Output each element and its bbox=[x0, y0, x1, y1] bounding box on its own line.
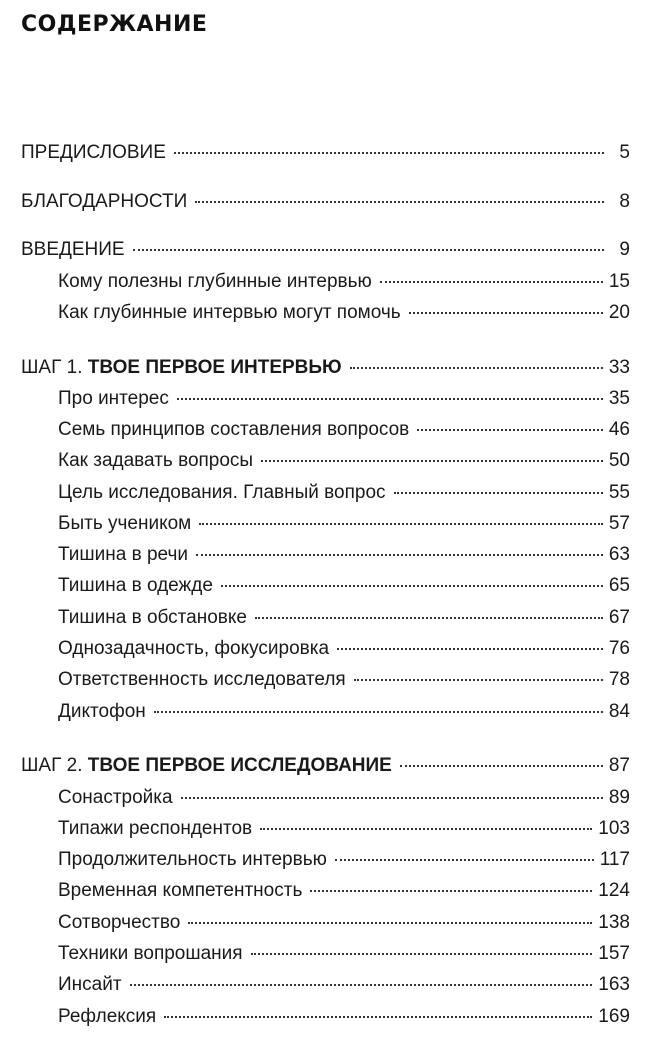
dot-leader bbox=[255, 617, 603, 619]
toc-section bbox=[0, 446, 630, 476]
toc-entry-prefix: Временная компетентность bbox=[58, 880, 303, 901]
dot-leader bbox=[260, 828, 592, 830]
toc-entry-prefix: Семь принципов составления вопросов bbox=[58, 419, 410, 440]
dot-leader bbox=[335, 859, 594, 861]
toc-page-number: 76 bbox=[608, 638, 630, 659]
toc-entry-title bbox=[58, 939, 243, 969]
dot-leader bbox=[133, 249, 604, 251]
dot-leader bbox=[181, 797, 603, 799]
toc-entry-title bbox=[58, 415, 409, 445]
toc-entry-title bbox=[21, 353, 342, 383]
toc-page-number: 9 bbox=[619, 239, 630, 260]
toc-entry-title bbox=[58, 634, 329, 664]
toc-entry-title bbox=[58, 845, 327, 875]
toc-entry-prefix: Тишина в одежде bbox=[58, 575, 213, 596]
toc-entry-prefix: Однозадачность, фокусировка bbox=[58, 638, 330, 659]
toc-entry-title bbox=[58, 814, 252, 844]
toc-entry-title bbox=[58, 697, 146, 727]
toc-page-number: 5 bbox=[619, 142, 630, 163]
toc-entry-prefix: Про интерес bbox=[58, 388, 169, 409]
toc-entry-title bbox=[21, 138, 166, 168]
toc-section bbox=[0, 970, 630, 1000]
toc-section bbox=[0, 697, 630, 727]
toc-chapter bbox=[0, 138, 630, 168]
toc-entry-prefix: Продолжительность интервью bbox=[58, 849, 327, 870]
toc-entry-prefix: ПРЕДИСЛОВИЕ bbox=[21, 142, 166, 163]
toc-entry-prefix: ШАГ 1. bbox=[21, 357, 88, 378]
dot-leader bbox=[154, 711, 603, 713]
dot-leader bbox=[261, 460, 603, 462]
toc-entry-bold-title: ТВОЕ ПЕРВОЕ ИНТЕРВЬЮ bbox=[87, 357, 342, 378]
toc-entry-prefix: БЛАГОДАРНОСТИ bbox=[21, 191, 188, 212]
toc-entry-prefix: Типажи респондентов bbox=[58, 818, 253, 839]
toc-section bbox=[0, 814, 630, 844]
toc-section bbox=[0, 298, 630, 328]
dot-leader bbox=[409, 312, 603, 314]
toc-section bbox=[0, 509, 630, 539]
dot-leader bbox=[417, 429, 603, 431]
toc-entry-bold-title: ТВОЕ ПЕРВОЕ ИССЛЕДОВАНИЕ bbox=[87, 755, 392, 776]
toc-entry-title bbox=[58, 876, 302, 906]
toc-entry-title bbox=[58, 478, 386, 508]
toc-section bbox=[0, 876, 630, 906]
toc-entry-prefix: Как глубинные интервью могут помочь bbox=[58, 302, 401, 323]
toc-entry-prefix: Цель исследования. Главный вопрос bbox=[58, 482, 386, 503]
toc-entry-title bbox=[58, 267, 372, 297]
dot-leader bbox=[199, 523, 603, 525]
toc-section bbox=[0, 665, 630, 695]
toc-page-number: 169 bbox=[598, 1006, 630, 1027]
toc-page-number: 163 bbox=[598, 974, 630, 995]
toc-page-number: 78 bbox=[608, 669, 630, 690]
toc-section bbox=[0, 384, 630, 414]
toc-entry-title bbox=[58, 446, 253, 476]
toc-section bbox=[0, 478, 630, 508]
dot-leader bbox=[164, 1016, 592, 1018]
dot-leader bbox=[130, 984, 593, 986]
toc-chapter bbox=[0, 751, 630, 781]
dot-leader bbox=[177, 398, 603, 400]
dot-leader bbox=[394, 492, 603, 494]
toc-entry-title bbox=[58, 1002, 156, 1032]
toc-entry-prefix: Сотворчество bbox=[58, 912, 181, 933]
toc-page-number: 63 bbox=[608, 544, 630, 565]
toc-entry-prefix: Рефлексия bbox=[58, 1006, 157, 1027]
toc-page-number: 33 bbox=[608, 357, 630, 378]
dot-leader bbox=[350, 367, 603, 369]
toc-entry-title bbox=[58, 908, 180, 938]
dot-leader bbox=[221, 585, 603, 587]
toc-page-number: 35 bbox=[608, 388, 630, 409]
toc-section bbox=[0, 845, 630, 875]
toc-page-number: 117 bbox=[599, 849, 630, 870]
toc-entry-title bbox=[58, 783, 173, 813]
toc-page-number: 89 bbox=[608, 787, 630, 808]
toc-page-number: 8 bbox=[619, 191, 630, 212]
dot-leader bbox=[188, 922, 592, 924]
toc-section bbox=[0, 603, 630, 633]
toc-section bbox=[0, 939, 630, 969]
toc-section bbox=[0, 908, 630, 938]
toc-page-number: 157 bbox=[598, 943, 630, 964]
dot-leader bbox=[196, 554, 603, 556]
toc-entry-prefix: ВВЕДЕНИЕ bbox=[21, 239, 125, 260]
dot-leader bbox=[400, 765, 603, 767]
toc-entry-prefix: Диктофон bbox=[58, 701, 146, 722]
page-title: СОДЕРЖАНИЕ bbox=[21, 12, 208, 37]
toc-entry-title bbox=[58, 509, 191, 539]
toc-entry-prefix: Тишина в речи bbox=[58, 544, 188, 565]
toc-entry-title bbox=[21, 235, 125, 265]
toc-entry-title bbox=[58, 384, 169, 414]
toc-section bbox=[0, 783, 630, 813]
toc-entry-title bbox=[58, 540, 188, 570]
dot-leader bbox=[380, 281, 603, 283]
dot-leader bbox=[354, 679, 603, 681]
toc-entry-title bbox=[58, 298, 401, 328]
toc-section bbox=[0, 571, 630, 601]
toc-page-number: 103 bbox=[598, 818, 630, 839]
toc-entry-title bbox=[58, 603, 247, 633]
toc-page-number: 84 bbox=[608, 701, 630, 722]
dot-leader bbox=[310, 890, 592, 892]
toc-page-number: 57 bbox=[608, 513, 630, 534]
dot-leader bbox=[337, 648, 603, 650]
toc-page-number: 65 bbox=[608, 575, 630, 596]
toc-entry-prefix: Инсайт bbox=[58, 974, 122, 995]
toc-page-number: 87 bbox=[608, 755, 630, 776]
toc-page-number: 67 bbox=[608, 607, 630, 628]
toc-section bbox=[0, 267, 630, 297]
toc-entry-prefix: Быть учеником bbox=[58, 513, 192, 534]
toc-page-number: 46 bbox=[608, 419, 630, 440]
toc-entry-prefix: Как задавать вопросы bbox=[58, 450, 254, 471]
toc-page-number: 50 bbox=[608, 450, 630, 471]
toc-page-number: 138 bbox=[598, 912, 630, 933]
toc-page-number: 124 bbox=[598, 880, 630, 901]
toc-entry-title bbox=[21, 187, 187, 217]
toc-section bbox=[0, 415, 630, 445]
toc-entry-prefix: Тишина в обстановке bbox=[58, 607, 247, 628]
toc-chapter bbox=[0, 187, 630, 217]
toc-section bbox=[0, 1002, 630, 1032]
toc-entry-prefix: Кому полезны глубинные интервью bbox=[58, 271, 372, 292]
toc-entry-title bbox=[21, 751, 392, 781]
dot-leader bbox=[174, 152, 604, 154]
dot-leader bbox=[251, 953, 593, 955]
toc-chapter bbox=[0, 353, 630, 383]
toc-section bbox=[0, 540, 630, 570]
toc-page-number: 15 bbox=[608, 271, 630, 292]
toc-entry-title bbox=[58, 571, 213, 601]
dot-leader bbox=[195, 201, 604, 203]
toc-entry-prefix: Сонастройка bbox=[58, 787, 173, 808]
toc-entry-prefix: Ответственность исследователя bbox=[58, 669, 346, 690]
toc-entry-title bbox=[58, 665, 346, 695]
toc-page-number: 20 bbox=[608, 302, 630, 323]
toc-entry-prefix: ШАГ 2. bbox=[21, 755, 88, 776]
toc-page-number: 55 bbox=[608, 482, 630, 503]
toc-entry-prefix: Техники вопрошания bbox=[58, 943, 243, 964]
toc-section bbox=[0, 634, 630, 664]
toc-chapter bbox=[0, 235, 630, 265]
toc-entry-title bbox=[58, 970, 122, 1000]
